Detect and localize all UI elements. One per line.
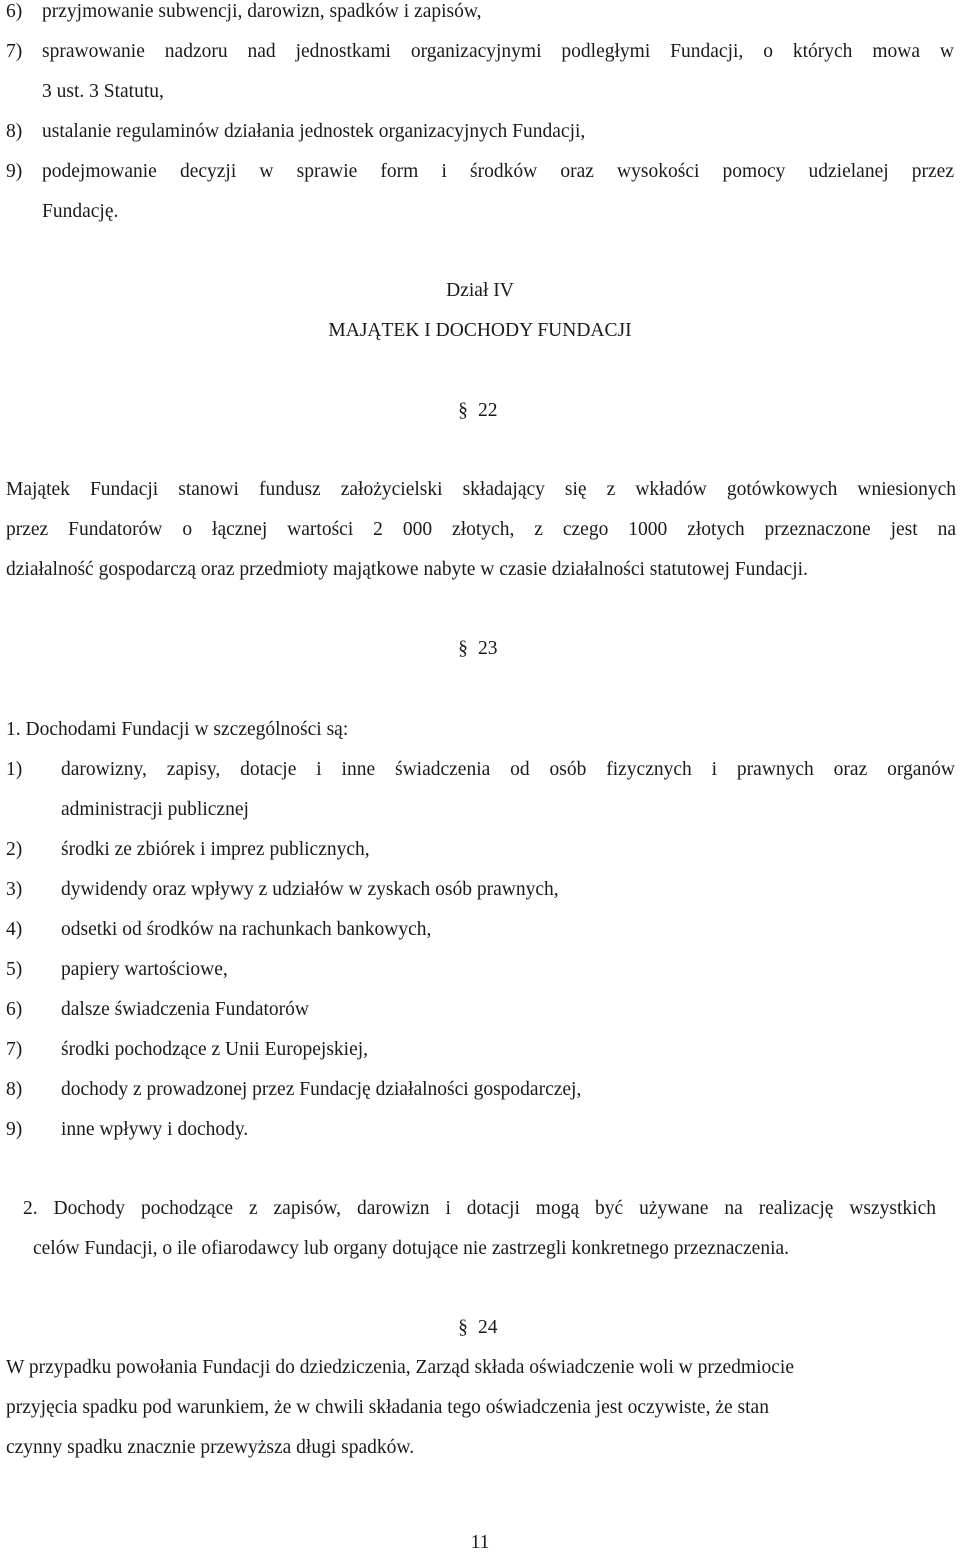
- point-2-line: [23, 1197, 936, 1221]
- list-item-text: darowizny, zapisy, dotacje i inne świadczenia od osób fizycznych i prawnych oraz organów: [61, 759, 955, 780]
- paragraph-text: 2. Dochody pochodzące z zapisów, darowizn i dotacji mogą być używane na realizację wszystkich: [23, 1198, 936, 1219]
- list-item-text: dalsze świadczenia Fundatorów: [61, 999, 309, 1020]
- paragraph-text: działalność gospodarczą oraz przedmioty majątkowe nabyte w czasie działalności statutowej Fundacji.: [6, 559, 808, 580]
- point-1-intro: 1. Dochodami Fundacji w szczególności są:: [6, 719, 349, 740]
- list-number: 8): [6, 1079, 23, 1100]
- section-number-heading: Dział IV: [446, 280, 514, 301]
- list-item-text: przyjmowanie subwencji, darowizn, spadków i zapisów,: [42, 1, 482, 22]
- list-item-continuation: Fundację.: [42, 201, 119, 222]
- list-item-text: podejmowanie decyzji w sprawie form i środków oraz wysokości pomocy udzielanej przez: [42, 161, 954, 182]
- list-number: 4): [6, 919, 23, 940]
- paragraph-line: [6, 518, 956, 542]
- list-item-text: sprawowanie nadzoru nad jednostkami organizacyjnymi podległymi Fundacji, o których mowa w: [42, 41, 954, 62]
- list-item-text-justified: [42, 40, 954, 64]
- list-number: 6): [6, 999, 23, 1020]
- paragraph-text: celów Fundacji, o ile ofiarodawcy lub organy dotujące nie zastrzegli konkretnego przeznaczenia.: [33, 1238, 790, 1259]
- section-title-heading: MAJĄTEK I DOCHODY FUNDACJI: [328, 320, 632, 341]
- page-number: 11: [470, 1532, 490, 1553]
- list-number: 5): [6, 959, 23, 980]
- list-item-text: środki pochodzące z Unii Europejskiej,: [61, 1039, 369, 1060]
- list-item-text: dywidendy oraz wpływy z udziałów w zyskach osób prawnych,: [61, 879, 559, 900]
- paragraph-number: 22: [478, 400, 498, 421]
- paragraph-text: Majątek Fundacji stanowi fundusz założycielski składający się z wkładów gotówkowych wniesionych: [6, 479, 956, 500]
- paragraph-24-heading: [458, 1316, 498, 1340]
- paragraph-text: przyjęcia spadku pod warunkiem, że w chwili składania tego oświadczenia jest oczywiste, że stan: [6, 1397, 769, 1418]
- list-item-continuation: 3 ust. 3 Statutu,: [42, 81, 164, 102]
- list-number: 2): [6, 839, 23, 860]
- list-item-text-justified: [42, 160, 954, 184]
- list-item-text-justified: [61, 758, 955, 782]
- list-item-text: dochody z prowadzonej przez Fundację działalności gospodarczej,: [61, 1079, 582, 1100]
- list-item-text: inne wpływy i dochody.: [61, 1119, 249, 1140]
- section-sign: §: [458, 638, 468, 659]
- list-number: 9): [6, 1119, 23, 1140]
- list-number: 9): [6, 161, 23, 182]
- paragraph-number: 24: [478, 1317, 498, 1338]
- list-number: 1): [6, 759, 23, 780]
- list-item-text: środki ze zbiórek i imprez publicznych,: [61, 839, 370, 860]
- section-sign: §: [458, 400, 468, 421]
- paragraph-22-heading: [458, 399, 498, 423]
- list-number: 8): [6, 121, 23, 142]
- list-number: 7): [6, 1039, 23, 1060]
- paragraph-text: przez Fundatorów o łącznej wartości 2 000 złotych, z czego 1000 złotych przeznaczone jest na: [6, 519, 956, 540]
- list-number: 6): [6, 1, 23, 22]
- list-number: 7): [6, 41, 23, 62]
- list-item-text: ustalanie regulaminów działania jednostek organizacyjnych Fundacji,: [42, 121, 586, 142]
- list-item-text: papiery wartościowe,: [61, 959, 228, 980]
- list-number: 3): [6, 879, 23, 900]
- list-item-continuation: administracji publicznej: [61, 799, 249, 820]
- paragraph-line: [6, 478, 956, 502]
- paragraph-number: 23: [478, 638, 498, 659]
- paragraph-text: czynny spadku znacznie przewyższa długi spadków.: [6, 1437, 415, 1458]
- paragraph-text: W przypadku powołania Fundacji do dziedziczenia, Zarząd składa oświadczenie woli w przedmiocie: [6, 1357, 794, 1378]
- list-item-text: odsetki od środków na rachunkach bankowych,: [61, 919, 432, 940]
- section-sign: §: [458, 1317, 468, 1338]
- paragraph-23-heading: [458, 637, 498, 661]
